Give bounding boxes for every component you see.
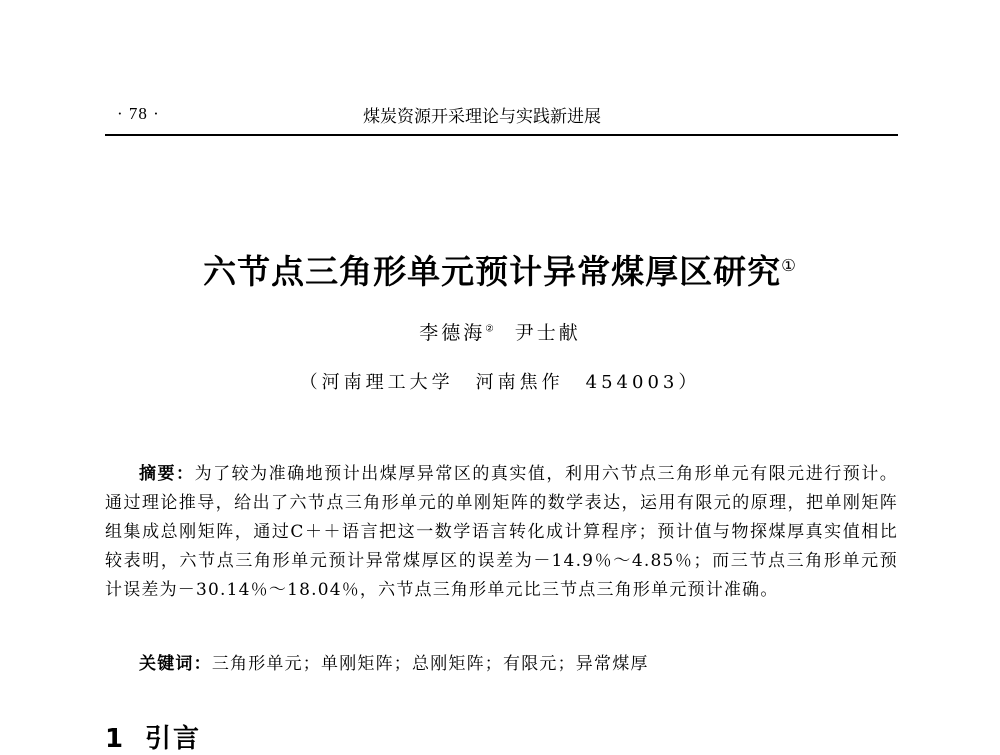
section-title: 引言 [145, 724, 202, 754]
section-number: 1 [105, 724, 126, 754]
author-footnote-mark: ② [485, 323, 497, 335]
paper-title-text: 六节点三角形单元预计异常煤厚区研究 [203, 252, 782, 291]
keywords-text: 三角形单元；单刚矩阵；总刚矩阵；有限元；异常煤厚 [211, 654, 649, 674]
header-rule [105, 134, 898, 136]
section-heading [105, 718, 201, 755]
paper-title [0, 246, 1000, 293]
keywords [105, 650, 898, 679]
author-name: 李德海 [419, 322, 486, 344]
authors [0, 318, 1000, 345]
running-header [105, 100, 898, 130]
page-number: · 78 · [117, 104, 160, 123]
abstract-text: 为了较为准确地预计出煤厚异常区的真实值，利用六节点三角形单元有限元进行预计。通过理论推导，给出了六节点三角形单元的单刚矩阵的数学表达，运用有限元的原理，把单刚矩阵组集成总刚矩阵，通过C＋＋语言把这一数学语言转化成计算程序；预计值与物探煤厚真实值相比较表明，六节点三角形单元预计异常煤厚区的误差为－14.9％～4.85％；而三节点三角形单元预计误差为－30.14％～18.04％，六节点三角形单元比三节点三角形单元预计准确。 [105, 464, 898, 600]
abstract [105, 460, 898, 605]
journal-title: 煤炭资源开采理论与实践新进展 [363, 107, 601, 127]
abstract-label: 摘要： [139, 464, 195, 484]
author-name: 尹士献 [514, 322, 581, 344]
keywords-label: 关键词： [139, 654, 212, 674]
title-footnote-mark: ① [781, 256, 797, 275]
affiliation: （河南理工大学 河南焦作 454003） [299, 372, 701, 393]
